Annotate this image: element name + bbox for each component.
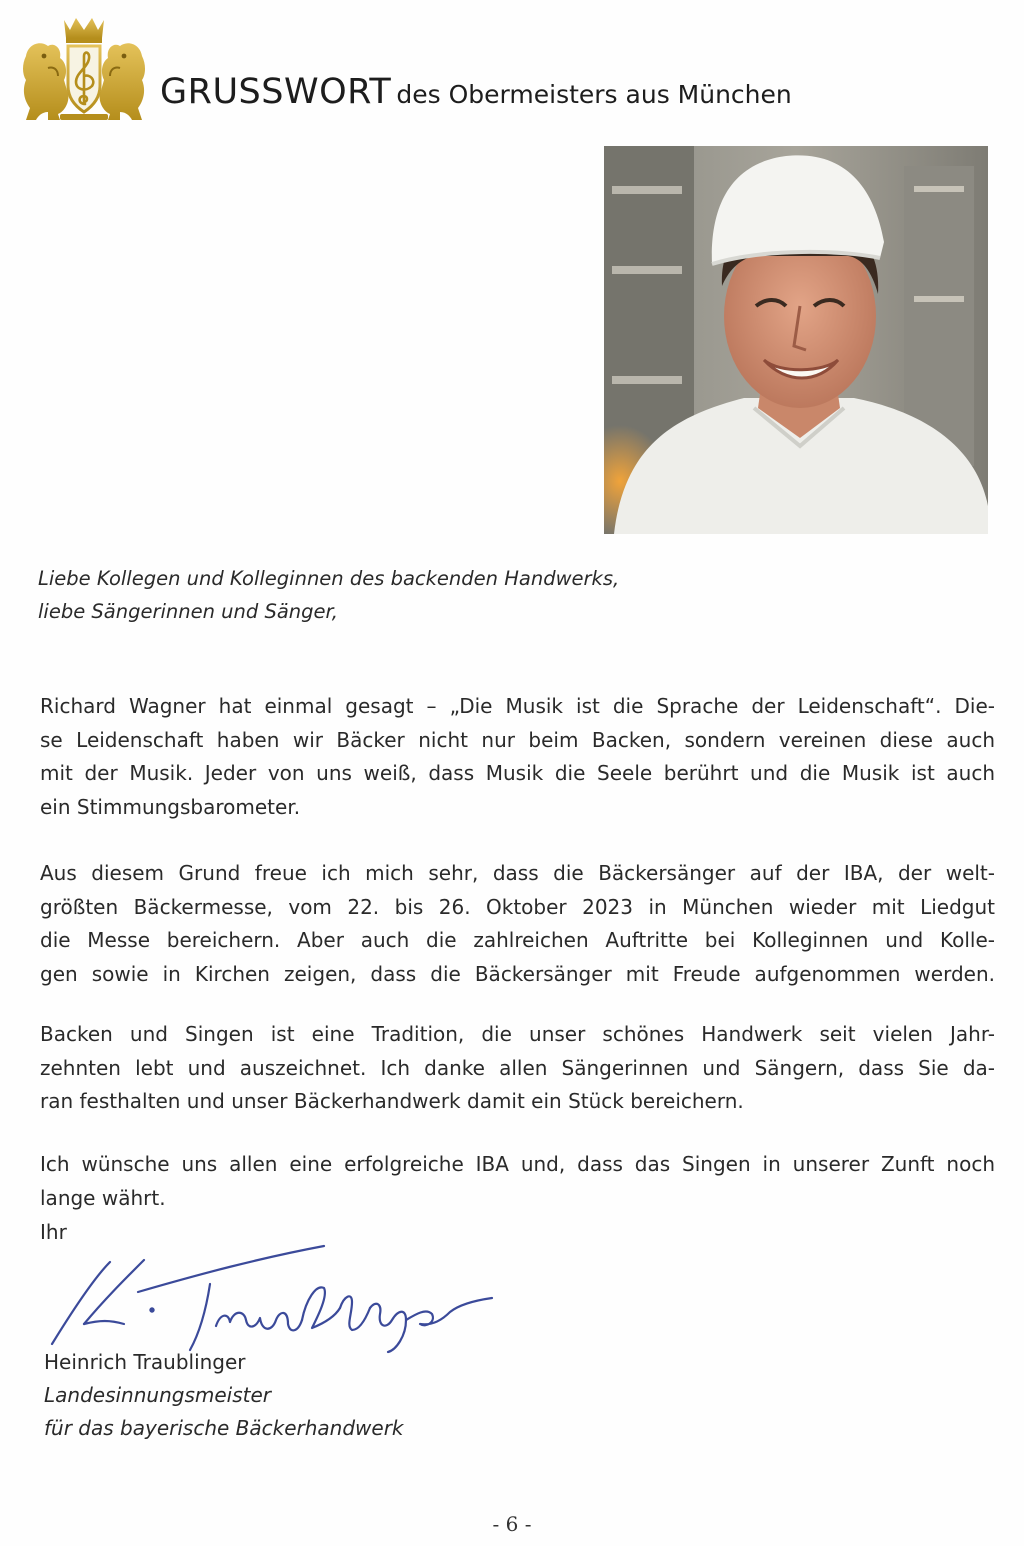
page-header — [18, 12, 792, 124]
closing: Ihr — [40, 1220, 67, 1244]
signer-role: Landesinnungsmeister — [44, 1383, 272, 1407]
text-line: die Messe bereichern. Aber auch die zahlreichen Auftritte bei Kolleginnen und Kolle- — [40, 928, 995, 952]
text-line: Backen und Singen ist eine Tradition, die unser schönes Handwerk seit vielen Jahr- — [40, 1022, 995, 1046]
crest-logo-icon — [18, 16, 150, 124]
text-line: Ich wünsche uns allen eine erfolgreiche IBA und, dass das Singen in unserer Zunft noch — [40, 1152, 995, 1176]
text-line: größten Bäckermesse, vom 22. bis 26. Oktober 2023 in München wieder mit Liedgut — [40, 894, 995, 919]
text-line: zehnten lebt und auszeichnet. Ich danke allen Sängerinnen und Sängern, dass Sie da- — [40, 1055, 995, 1080]
page-number: - 6 - — [492, 1512, 532, 1536]
signer-block — [44, 1346, 404, 1445]
text-line: lange währt. — [40, 1185, 166, 1210]
salutation-line: Liebe Kollegen und Kolleginnen des backenden Handwerks, — [38, 567, 620, 590]
signer-role: für das bayerische Bäckerhandwerk — [44, 1416, 404, 1440]
paragraph — [40, 690, 995, 824]
salutation-line: liebe Sängerinnen und Sänger, — [38, 600, 338, 623]
title-strong: GRUSSWORT — [160, 72, 392, 112]
baker-portrait-photo — [604, 146, 988, 534]
paragraph — [40, 857, 995, 991]
text-line: gen sowie in Kirchen zeigen, dass die Bäckersänger mit Freude aufgenommen werden. — [40, 961, 995, 986]
text-line: ein Stimmungsbarometer. — [40, 794, 301, 819]
paragraph — [40, 1018, 995, 1119]
text-line: Richard Wagner hat einmal gesagt – „Die Musik ist die Sprache der Leidenschaft“. Die- — [40, 694, 995, 718]
text-line: ran festhalten und unser Bäckerhandwerk damit ein Stück bereichern. — [40, 1089, 744, 1113]
page-title — [160, 72, 792, 112]
text-line: se Leidenschaft haben wir Bäcker nicht nur beim Backen, sondern vereinen diese auch — [40, 727, 995, 752]
text-line: Aus diesem Grund freue ich mich sehr, dass die Bäckersänger auf der IBA, der welt- — [40, 861, 995, 885]
signer-name: Heinrich Traublinger — [44, 1350, 246, 1374]
paragraph — [40, 1148, 995, 1215]
text-line: mit der Musik. Jeder von uns weiß, dass Musik die Seele berührt und die Musik ist auch — [40, 761, 995, 785]
title-rest: des Obermeisters aus München — [396, 80, 792, 109]
salutation — [38, 562, 738, 628]
